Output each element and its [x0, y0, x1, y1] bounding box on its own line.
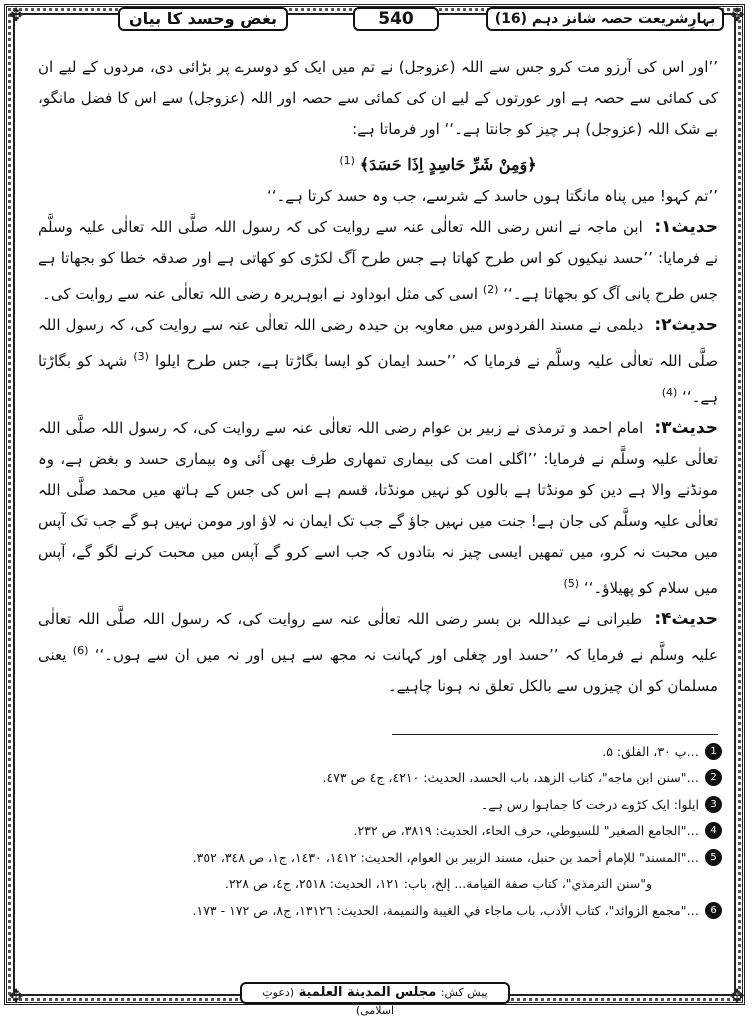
- footnote-text: …"سنن ابن ماجه"، كتاب الزهد، باب الحسد، الحديث: ٤٢١٠، ج٤ ص ٤٧٣.: [322, 770, 699, 786]
- footnote-text: …پ ۳۰، الفلق: ۵.: [602, 743, 699, 759]
- footnote: [30, 765, 722, 792]
- footnote-ref: (2): [482, 283, 499, 296]
- publisher-footer: [240, 982, 510, 1017]
- publisher-name: مجلس المدينة العلمية: [298, 985, 437, 1000]
- paragraph: ’’اور اس کی آرزو مت کرو جس سے اللہ (عزوجل) نے تم میں ایک کو دوسرے پر بڑائی دی، مردوں کے لیے ان کی کمائی سے حصہ ہے اور عورتوں کے لیے ان کی کمائی سے حصہ اور اللہ (عزوجل) سے اس کا فضل مانگو، بے شک اللہ (عزوجل) ہر چیز کو جانتا ہے۔‘‘ اور فرماتا ہے:: [38, 58, 718, 138]
- footnote-text: و"سنن الترمذي"، كتاب صفة القيامة... إلخ، باب: ١٢١، الحديث: ٢٥١٨، ج٤، ص ٢٢٨.: [224, 876, 652, 892]
- footnote-separator: [392, 734, 718, 735]
- hadith-text: ابن ماجہ نے انس رضی اللہ تعالٰی عنہ سے روایت کی کہ رسول اللہ صلَّی اللہ تعالٰی علیہ وسلَّم نے فرمایا: ’’حسد نیکیوں کو اس طرح کھاتا ہے جس طرح آگ لکڑی کو کھاتی ہے اور صدقہ خطا کو بجھاتا ہے جس طرح پانی آگ کو بجھاتا ہے۔‘‘: [38, 218, 718, 303]
- footnote-text: …"الجامع الصغير" للسيوطي، حرف الحاء، الحديث: ٣٨١٩، ص ٢٣٢.: [353, 823, 699, 839]
- footnote: [30, 818, 722, 845]
- footnote-number: 4: [705, 822, 722, 839]
- hadith-text: امام احمد و ترمذی نے زبیر بن عوام رضی اللہ تعالٰی عنہ سے روایت کی، کہ رسول اللہ صلَّی اللہ تعالٰی علیہ وسلَّم نے فرمایا: ’’اگلی امت کی بیماری تمھاری طرف بھی آئی وہ بیماری حسد و بغض ہے، وہ مونڈنے والا ہے دین کو مونڈتا ہے بالوں کو نہیں مونڈتا، قسم ہے اس کی جس کے ہاتھ میں محمد صلَّی اللہ تعالٰی علیہ وسلَّم کی جان ہے! جنت میں نہیں جاؤ گے جب تک ایمان نہ لاؤ اور مومن نہیں ہو گے جب تک آپس میں محبت نہ کرو، میں تمھیں ایسی چیز نہ بتادوں کہ جب اسے کرو گے آپس میں محبت کرنے لگو گے، آپس میں سلام کو پھیلاؤ۔‘‘: [38, 419, 718, 597]
- verse-translation: ’’تم کہو! میں پناہ مانگتا ہوں حاسد کے شرسے، جب وہ حسد کرتا ہے۔‘‘: [266, 187, 718, 205]
- corner-ornament: ✥: [8, 986, 24, 1007]
- footnote: [30, 897, 722, 924]
- footnote-ref: (3): [133, 350, 149, 363]
- page-header: [20, 5, 732, 35]
- hadith-2: [38, 310, 718, 413]
- page-number: 540: [353, 7, 439, 31]
- footnote-text: ایلوا: ایک کڑوے درخت کا جماہوا رس ہے۔: [480, 796, 699, 812]
- publisher-sub: (دعوتِ اسلامی): [262, 986, 395, 1017]
- hadith-label: حدیث۱:: [654, 217, 718, 237]
- footnote-ref: (6): [72, 644, 89, 657]
- hadith-text: دیلمی نے مسند الفردوس میں معاویہ بن حیدہ رضی اللہ تعالٰی عنہ سے روایت کی، کہ رسول اللہ صلَّی اللہ تعالٰی علیہ وسلَّم نے فرمایا کہ ’’حسد ایمان کو ایسا بگاڑتا ہے، جس طرح ایلوا: [38, 316, 718, 370]
- hadith-text: شہد کو بگاڑتا ہے۔‘‘: [38, 352, 718, 406]
- hadith-4: [38, 604, 718, 702]
- hadith-1: [38, 212, 718, 310]
- footnote: [30, 791, 722, 818]
- footnote-number: 5: [705, 849, 722, 866]
- footnote-ref: (1): [339, 154, 355, 167]
- hadith-label: حدیث۳:: [654, 418, 718, 438]
- main-text: [38, 52, 718, 702]
- footnotes: [30, 738, 722, 924]
- publisher-label: پیش کش:: [440, 986, 488, 999]
- footnote-ref: (4): [661, 386, 678, 399]
- hadith-label: حدیث۲:: [654, 315, 718, 335]
- footnote-ref: (5): [563, 577, 580, 590]
- hadith-tail: یعنی مسلمان کو ان چیزوں سے بالکل تعلق نہ ہونا چاہیے۔: [38, 646, 718, 695]
- footnote: [30, 844, 722, 871]
- verse-line: [38, 145, 718, 181]
- chapter-title: بغض وحسد کا بیان: [118, 7, 288, 31]
- footnote-text: …"المسند" للإمام أحمد بن حنبل، مسند الزبير بن العوام، الحديث: ١٤١٢، ١٤٣٠، ج١، ص ٣٤٨، ٣٥٢.: [192, 849, 699, 865]
- corner-ornament: ✥: [8, 5, 24, 26]
- footnote: [30, 738, 722, 765]
- footnote-text: …"مجمع الزوائد"، كتاب الأدب، باب ماجاء في الغيبة والنميمة، الحديث: ١٣١٢٦، ج٨، ص ١٧٢ - ١٧٣.: [192, 902, 699, 918]
- footnote-number: 6: [705, 902, 722, 919]
- footnote-continuation: [30, 871, 722, 898]
- book-title: بہارِشریعت حصہ شانز دہم (16): [486, 7, 724, 31]
- hadith-label: حدیث۴:: [654, 609, 718, 629]
- hadith-text: طبرانی نے عبداللہ بن بسر رضی اللہ تعالٰی عنہ سے روایت کی، کہ رسول اللہ صلَّی اللہ تعالٰی علیہ وسلَّم نے فرمایا کہ ’’حسد اور چغلی اور کہانت نہ مجھ سے ہیں اور نہ میں ان سے ہوں۔‘‘: [38, 610, 718, 664]
- footnote-number: 3: [705, 796, 722, 813]
- footnote-number: 1: [705, 743, 722, 760]
- quran-verse: ﴿وَمِنْ شَرِّ حَاسِدٍ اِذَا حَسَدَ﴾: [359, 155, 537, 174]
- corner-ornament: ✥: [729, 986, 745, 1007]
- hadith-tail: اسی کی مثل ابوداود نے ابوہریرہ رضی اللہ تعالٰی عنہ سے روایت کی۔: [42, 285, 479, 303]
- corner-ornament: ✥: [729, 5, 745, 26]
- hadith-3: [38, 413, 718, 604]
- footnote-number: 2: [705, 769, 722, 786]
